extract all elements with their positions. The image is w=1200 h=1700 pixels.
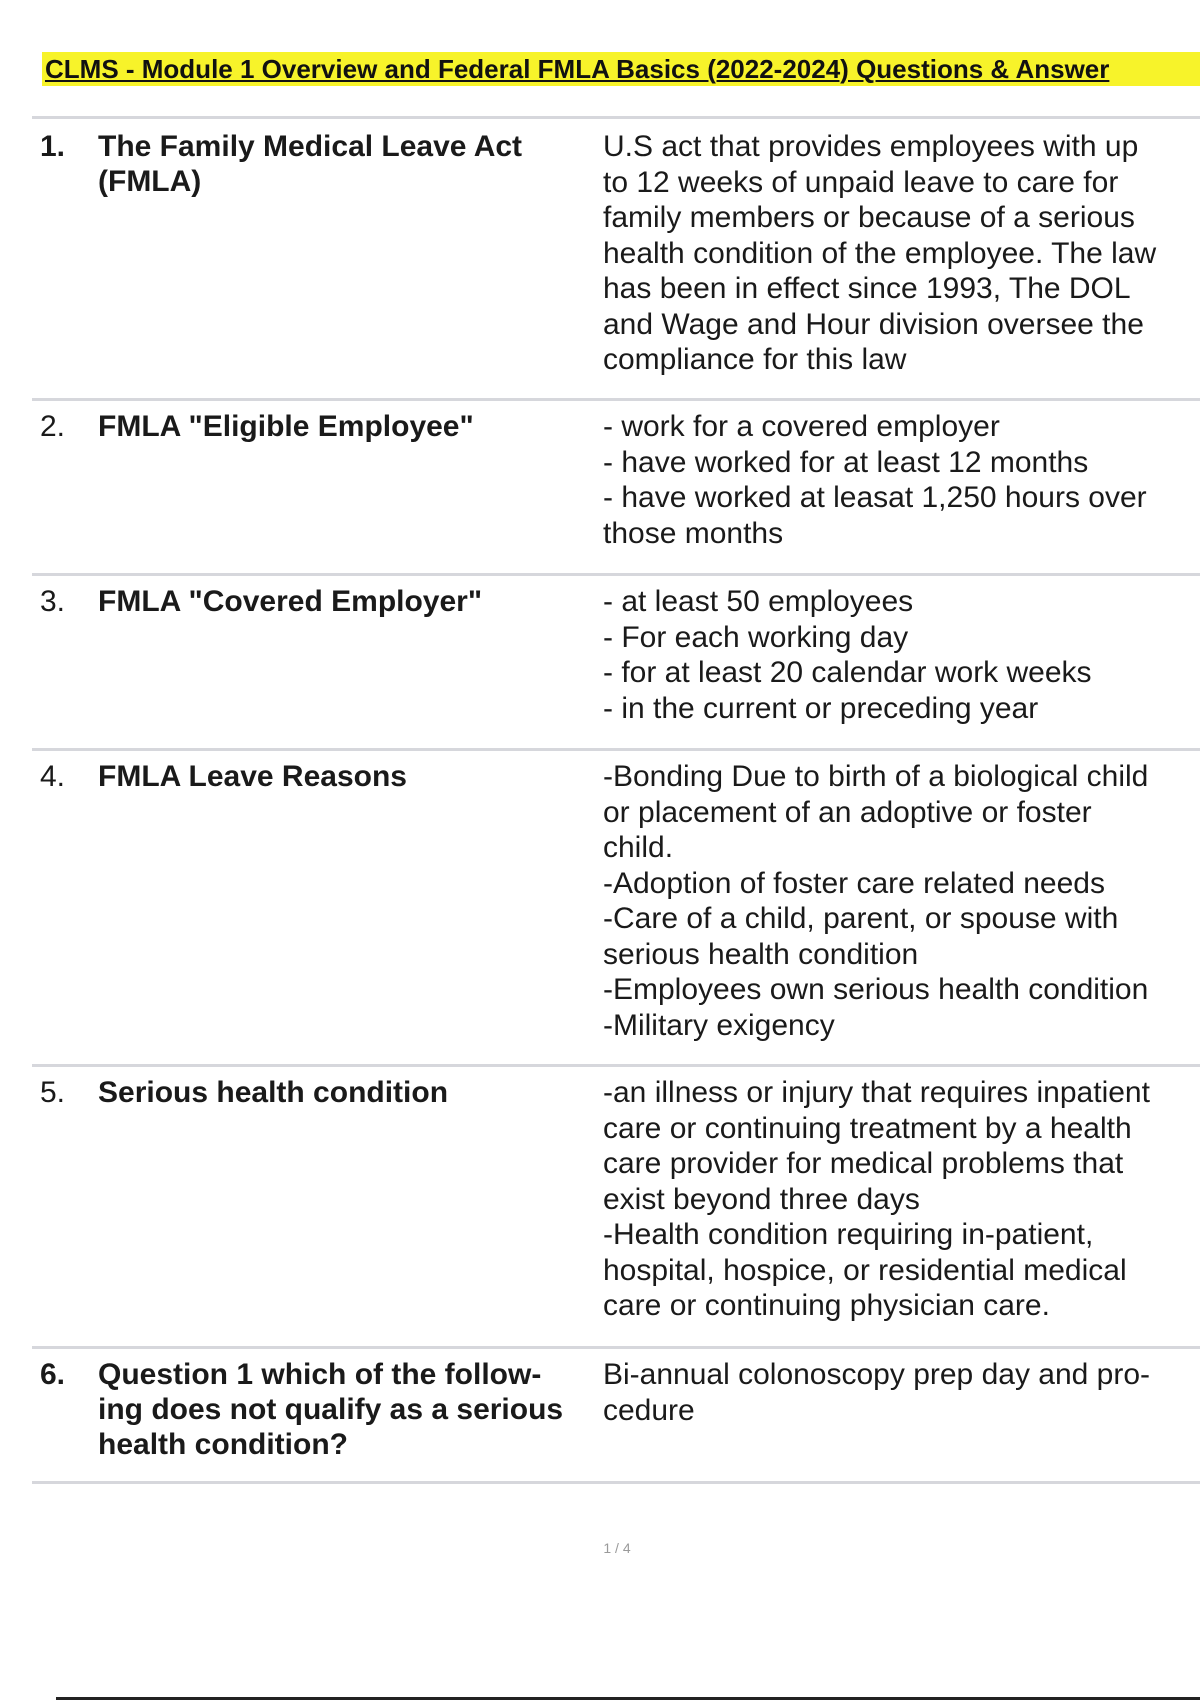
qa-row-4 [32, 748, 1200, 1064]
document-title-bar [42, 52, 1200, 86]
qa-definition [603, 1357, 1200, 1428]
qa-definition-line: health condition of the employee. The law [603, 236, 1157, 270]
qa-term [98, 129, 603, 199]
qa-definition-line: - at least 50 employees [603, 585, 914, 618]
qa-term-line: Question 1 which of the follow- [98, 1358, 542, 1391]
qa-definition-line: U.S act that provides employees with up [603, 130, 1139, 163]
qa-term-line: FMLA "Eligible Employee" [98, 410, 474, 443]
qa-definition-line: -Military exigency [603, 1008, 835, 1042]
qa-table [32, 116, 1200, 1484]
qa-definition-line: -an illness or injury that requires inpatient [603, 1076, 1150, 1109]
qa-term [98, 1357, 603, 1462]
qa-row-5 [32, 1064, 1200, 1346]
qa-definition-line: those months [603, 516, 784, 550]
qa-term [98, 584, 603, 619]
qa-row-2 [32, 398, 1200, 573]
qa-definition-line: cedure [603, 1393, 695, 1427]
qa-definition-line: care or continuing treatment by a health [603, 1111, 1132, 1145]
qa-definition-line: -Care of a child, parent, or spouse with [603, 902, 1119, 935]
qa-term-line: ing does not qualify as a serious [98, 1393, 564, 1426]
qa-definition-line: -Employees own serious health condition [603, 973, 1149, 1006]
qa-row-1 [32, 116, 1200, 398]
qa-definition-line: -Bonding Due to birth of a biological child [603, 760, 1149, 793]
qa-definition-line: exist beyond three days [603, 1182, 920, 1216]
page-indicator: 1 / 4 [603, 1540, 631, 1556]
qa-definition-line: has been in effect since 1993, The DOL [603, 272, 1131, 305]
qa-definition [603, 584, 1200, 726]
qa-definition-line: to 12 weeks of unpaid leave to care for [603, 165, 1119, 199]
qa-number: 4. [40, 760, 66, 793]
qa-definition-line: serious health condition [603, 937, 919, 971]
qa-term-line: FMLA "Covered Employer" [98, 585, 483, 618]
qa-definition-line: Bi-annual colonoscopy prep day and pro- [603, 1358, 1151, 1391]
qa-definition [603, 759, 1200, 1043]
qa-term [98, 409, 603, 444]
qa-definition [603, 1075, 1200, 1324]
qa-term-line: Serious health condition [98, 1076, 449, 1109]
qa-definition-line: - For each working day [603, 620, 909, 654]
qa-definition-line: care provider for medical problems that [603, 1147, 1124, 1180]
qa-definition-line: - have worked at leasat 1,250 hours over [603, 481, 1147, 514]
qa-term-line: health condition? [98, 1428, 348, 1461]
qa-definition [603, 409, 1200, 551]
qa-number: 2. [40, 410, 66, 443]
qa-number: 5. [40, 1076, 66, 1109]
qa-definition-line: -Health condition requiring in-patient, [603, 1218, 1094, 1251]
qa-term-line: (FMLA) [98, 165, 202, 198]
qa-term [98, 1075, 603, 1110]
qa-definition-line: or placement of an adoptive or foster [603, 795, 1092, 829]
qa-term [98, 759, 603, 794]
qa-row-3 [32, 573, 1200, 748]
qa-definition-line: and Wage and Hour division oversee the [603, 307, 1144, 341]
qa-definition-line: hospital, hospice, or residential medical [603, 1253, 1127, 1287]
qa-definition-line: family members or because of a serious [603, 201, 1135, 234]
qa-number: 3. [40, 585, 66, 618]
qa-definition-line: compliance for this law [603, 343, 907, 376]
qa-definition-line: child. [603, 831, 674, 864]
qa-definition-line: -Adoption of foster care related needs [603, 866, 1105, 900]
qa-row-6 [32, 1346, 1200, 1484]
qa-term-line: The Family Medical Leave Act [98, 130, 523, 163]
document-title: CLMS - Module 1 Overview and Federal FMLA Basics (2022-2024) Questions & Answer [45, 54, 1110, 84]
qa-number: 6. [40, 1358, 66, 1391]
qa-definition-line: - in the current or preceding year [603, 691, 1039, 725]
qa-definition-line: care or continuing physician care. [603, 1289, 1050, 1322]
qa-number: 1. [40, 130, 66, 163]
qa-definition-line: - have worked for at least 12 months [603, 445, 1089, 479]
qa-term-line: FMLA Leave Reasons [98, 760, 407, 793]
qa-definition-line: - for at least 20 calendar work weeks [603, 656, 1092, 689]
qa-definition [603, 129, 1200, 378]
qa-definition-line: - work for a covered employer [603, 410, 1000, 443]
